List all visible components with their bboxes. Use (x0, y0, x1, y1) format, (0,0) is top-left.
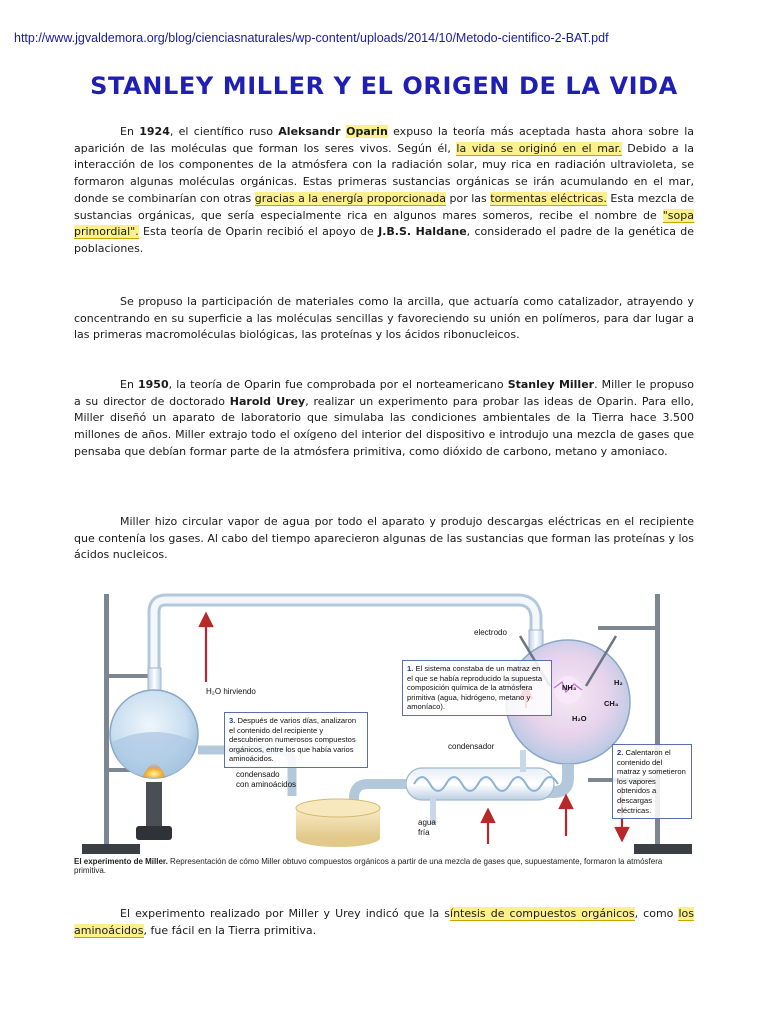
label-boiling-water: H₂O hirviendo (206, 687, 256, 696)
right-stand-base (634, 844, 692, 854)
callout-2: 2. Calentaron el contenido del matraz y sometieron los vapores obtenidos a descargas eléctricas. (612, 744, 692, 819)
source-url[interactable]: http://www.jgvaldemora.org/blog/cienciasnaturales/wp-content/uploads/2014/10/Metodo-cientifico-2-BAT.pdf (14, 31, 609, 45)
highlight-sopa-primordial: "sopa primordial". (74, 208, 694, 239)
label-electrode: electrodo (474, 628, 507, 637)
label-condensed: condensado con aminoácidos (236, 770, 297, 789)
left-stand-rod (104, 594, 109, 850)
left-stand-base (82, 844, 140, 854)
burner-body (146, 782, 162, 828)
label-condenser: condensador (448, 742, 495, 751)
water-outlet (520, 750, 526, 772)
paragraph-descargas: Miller hizo circular vapor de agua por todo el aparato y produjo descargas eléctricas en el recipiente que contenía los gases. Al cabo del tiempo aparecieron algunas de las sustancias que forman las proteínas y los ácidos nucleicos. (74, 515, 694, 562)
highlight-vida-mar: la vida se originó en el mar. (456, 141, 622, 155)
page-title: STANLEY MILLER Y EL ORIGEN DE LA VIDA (90, 72, 678, 100)
callout-1: 1. El sistema constaba de un matraz en el que se había reproducido la supuesta composición química de la atmósfera primitiva (agua, hidrógeno, metano y amoníaco). (402, 660, 552, 716)
highlight-sintesis: íntesis de compuestos orgánicos (450, 907, 635, 920)
paragraph-conclusion: El experimento realizado por Miller y Urey indicó que la síntesis de compuestos orgánicos, como los aminoácidos, fue fácil en la Tierra primitiva. (74, 907, 694, 937)
right-clamp (598, 626, 660, 630)
callout-3: 3. Después de varios días, analizaron el contenido del recipiente y descubrieron numerosos compuestos orgánicos, entre los que había varios aminoácidos. (224, 712, 368, 768)
highlight-energia: gracias a la energía proporcionada (254, 191, 446, 205)
dish-top (296, 799, 380, 817)
figure-caption: El experimento de Miller. Representación de cómo Miller obtuvo compuestos orgánicos a partir de una mezcla de gases que, supuestamente, formaron la atmósfera primitiva. (74, 857, 663, 875)
label-cold-water: agua fría (418, 818, 436, 837)
miller-experiment-figure (68, 582, 696, 872)
gas-nh3: NH₃ (562, 683, 577, 692)
paragraph-oparin: En 1924, el científico ruso Aleksandr Oparin expuso la teoría más aceptada hasta ahora sobre la aparición de las moléculas que forman los seres vivos. Según él, la vida se originó en el mar. Debido a la interacción de los componentes de la atmósfera con la radiación solar, muy rica en radiación ultravioleta, se formaron algunas moléculas orgánicas. Estas primeras sustancias orgánicas se irán acumulando en el mar, donde se combinarían con otras gracias a la energía proporcionada por las tormentas eléctricas. Esta mezcla de sustancias orgánicas, que sería especialmente rica en algunos mares someros, recibe el nombre de "sopa primordial". Esta teoría de Oparin recibió el apoyo de J.B.S. Haldane, considerado el padre de la genética de poblaciones. (74, 125, 695, 255)
highlight-tormentas: tormentas eléctricas. (490, 191, 607, 205)
burner-base (136, 826, 172, 840)
highlight-aminoacidos: los aminoácidos (74, 907, 694, 937)
gas-h2: H₂ (614, 678, 623, 687)
gas-h2o: H₂O (572, 714, 587, 723)
apparatus-illustration (68, 582, 696, 872)
paragraph-arcilla: Se propuso la participación de materiales como la arcilla, que actuaría como catalizador, atrayendo y concentrando en su superficie a las moléculas sencillas y favoreciendo su unión en polímeros, para dar lugar a las primeras macromoléculas biológicas, las proteínas y los ácidos ribonucleicos. (74, 295, 694, 342)
paragraph-miller: En 1950, la teoría de Oparin fue comprobada por el norteamericano Stanley Miller. Miller le propuso a su director de doctorado Harold Urey, realizar un experimento para probar las ideas de Oparin. Para ello, Miller diseñó un aparato de laboratorio que simulaba las condiciones ambientales de la Tierra hace 3.500 millones de años. Miller extrajo todo el oxígeno del interior del dispositivo e introdujo una mezcla de gases que pensaba que debían formar parte de la atmósfera primitiva, como dióxido de carbono, metano y amoniaco. (74, 378, 695, 458)
condenser (406, 768, 554, 800)
gas-ch4: CH₄ (604, 699, 619, 708)
